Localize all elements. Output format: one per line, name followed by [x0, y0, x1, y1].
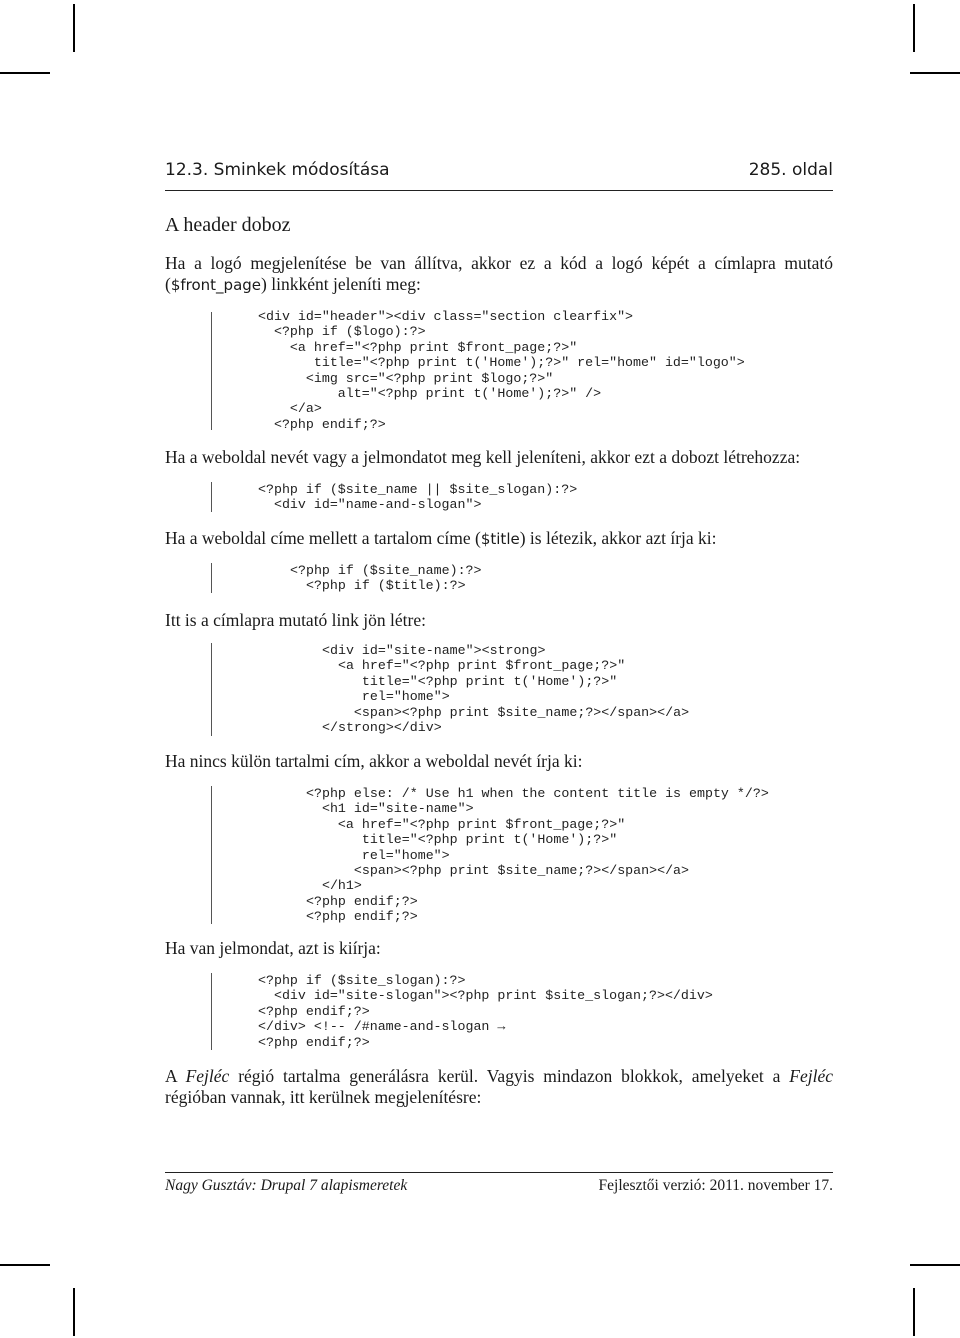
crop-mark: [0, 72, 50, 74]
code-block-1: <div id="header"><div class="section clearfix"> <?php if ($logo):?> <a href="<?php print $front_page;?>" title="<?php print t('Home');?>" rel="home" id="logo"> <img src="<?php print $logo;?>" alt="<?php print t('Home');?>" /> </a> <?php endif;?>: [258, 309, 745, 432]
emphasis: Fejléc: [789, 1066, 833, 1086]
footer-author-title: Nagy Gusztáv: Drupal 7 alapismeretek: [165, 1177, 408, 1194]
crop-mark: [0, 1264, 50, 1266]
inline-code: $front_page: [170, 276, 262, 294]
paragraph-4: Itt is a címlapra mutató link jön létre:: [165, 610, 426, 630]
footer-rule: [165, 1172, 833, 1173]
code-block-6: <?php if ($site_slogan):?> <div id="site-slogan"><?php print $site_slogan;?></div> <?php endif;?> </div> <!-- /#name-and-slogan → <?php endif;?>: [258, 973, 713, 1050]
text: régió tartalma generálásra kerül. Vagyis mindazon blokkok, amelyeket a: [229, 1066, 790, 1086]
code-bar: [211, 312, 212, 430]
paragraph-7: [165, 1066, 833, 1108]
text: ) linkként jeleníti meg:: [261, 274, 421, 294]
code-bar: [211, 482, 212, 512]
crop-mark: [913, 1288, 915, 1336]
code-bar: [211, 786, 212, 924]
code-bar: [211, 973, 212, 1050]
crop-mark: [73, 1288, 75, 1336]
text: régióban vannak, itt kerülnek megjelenítésre:: [165, 1087, 482, 1107]
crop-mark: [910, 1264, 960, 1266]
text: Ha a weboldal címe mellett a tartalom címe (: [165, 528, 481, 548]
inline-code: $title: [480, 530, 520, 548]
running-header-section: 12.3. Sminkek módosítása: [165, 160, 390, 180]
code-block-4: <div id="site-name"><strong> <a href="<?php print $front_page;?>" title="<?php print t('Home');?>" rel="home"> <span><?php print $site_name;?></span></a> </strong></div>: [322, 643, 690, 736]
emphasis: Fejléc: [185, 1066, 230, 1086]
crop-mark: [913, 4, 915, 52]
paragraph-6: Ha van jelmondat, azt is kiírja:: [165, 938, 381, 958]
running-header-page: 285. oldal: [748, 160, 833, 180]
paragraph-5: Ha nincs külön tartalmi cím, akkor a weboldal nevét írja ki:: [165, 751, 583, 771]
code-bar: [211, 643, 212, 736]
paragraph-2: Ha a weboldal nevét vagy a jelmondatot meg kell jeleníteni, akkor ezt a dobozt létrehozza:: [165, 447, 801, 467]
footer-version: Fejlesztői verzió: 2011. november 17.: [598, 1177, 833, 1194]
text: ) is létezik, akkor azt írja ki:: [519, 528, 717, 548]
paragraph-3: [165, 528, 833, 550]
header-rule: [165, 190, 833, 191]
paragraph-1: [165, 253, 833, 296]
crop-mark: [73, 4, 75, 52]
code-block-3: <?php if ($site_name):?> <?php if ($title):?>: [290, 563, 482, 594]
section-title: A header doboz: [165, 214, 291, 236]
text: A: [165, 1066, 186, 1086]
crop-mark: [910, 72, 960, 74]
code-block-5: <?php else: /* Use h1 when the content title is empty */?> <h1 id="site-name"> <a href="<?php print $front_page;?>" title="<?php print t('Home');?>" rel="home"> <span><?php print $site_name;?></span></a> </h1> <?php endif;?> <?php endif;?>: [306, 786, 769, 925]
code-bar: [211, 563, 212, 593]
code-block-2: <?php if ($site_name || $site_slogan):?> <div id="name-and-slogan">: [258, 482, 578, 513]
text: Ha a logó megjelenítése be van állítva, akkor ez a kód a logó képét a címlapra mutató (: [165, 253, 833, 294]
